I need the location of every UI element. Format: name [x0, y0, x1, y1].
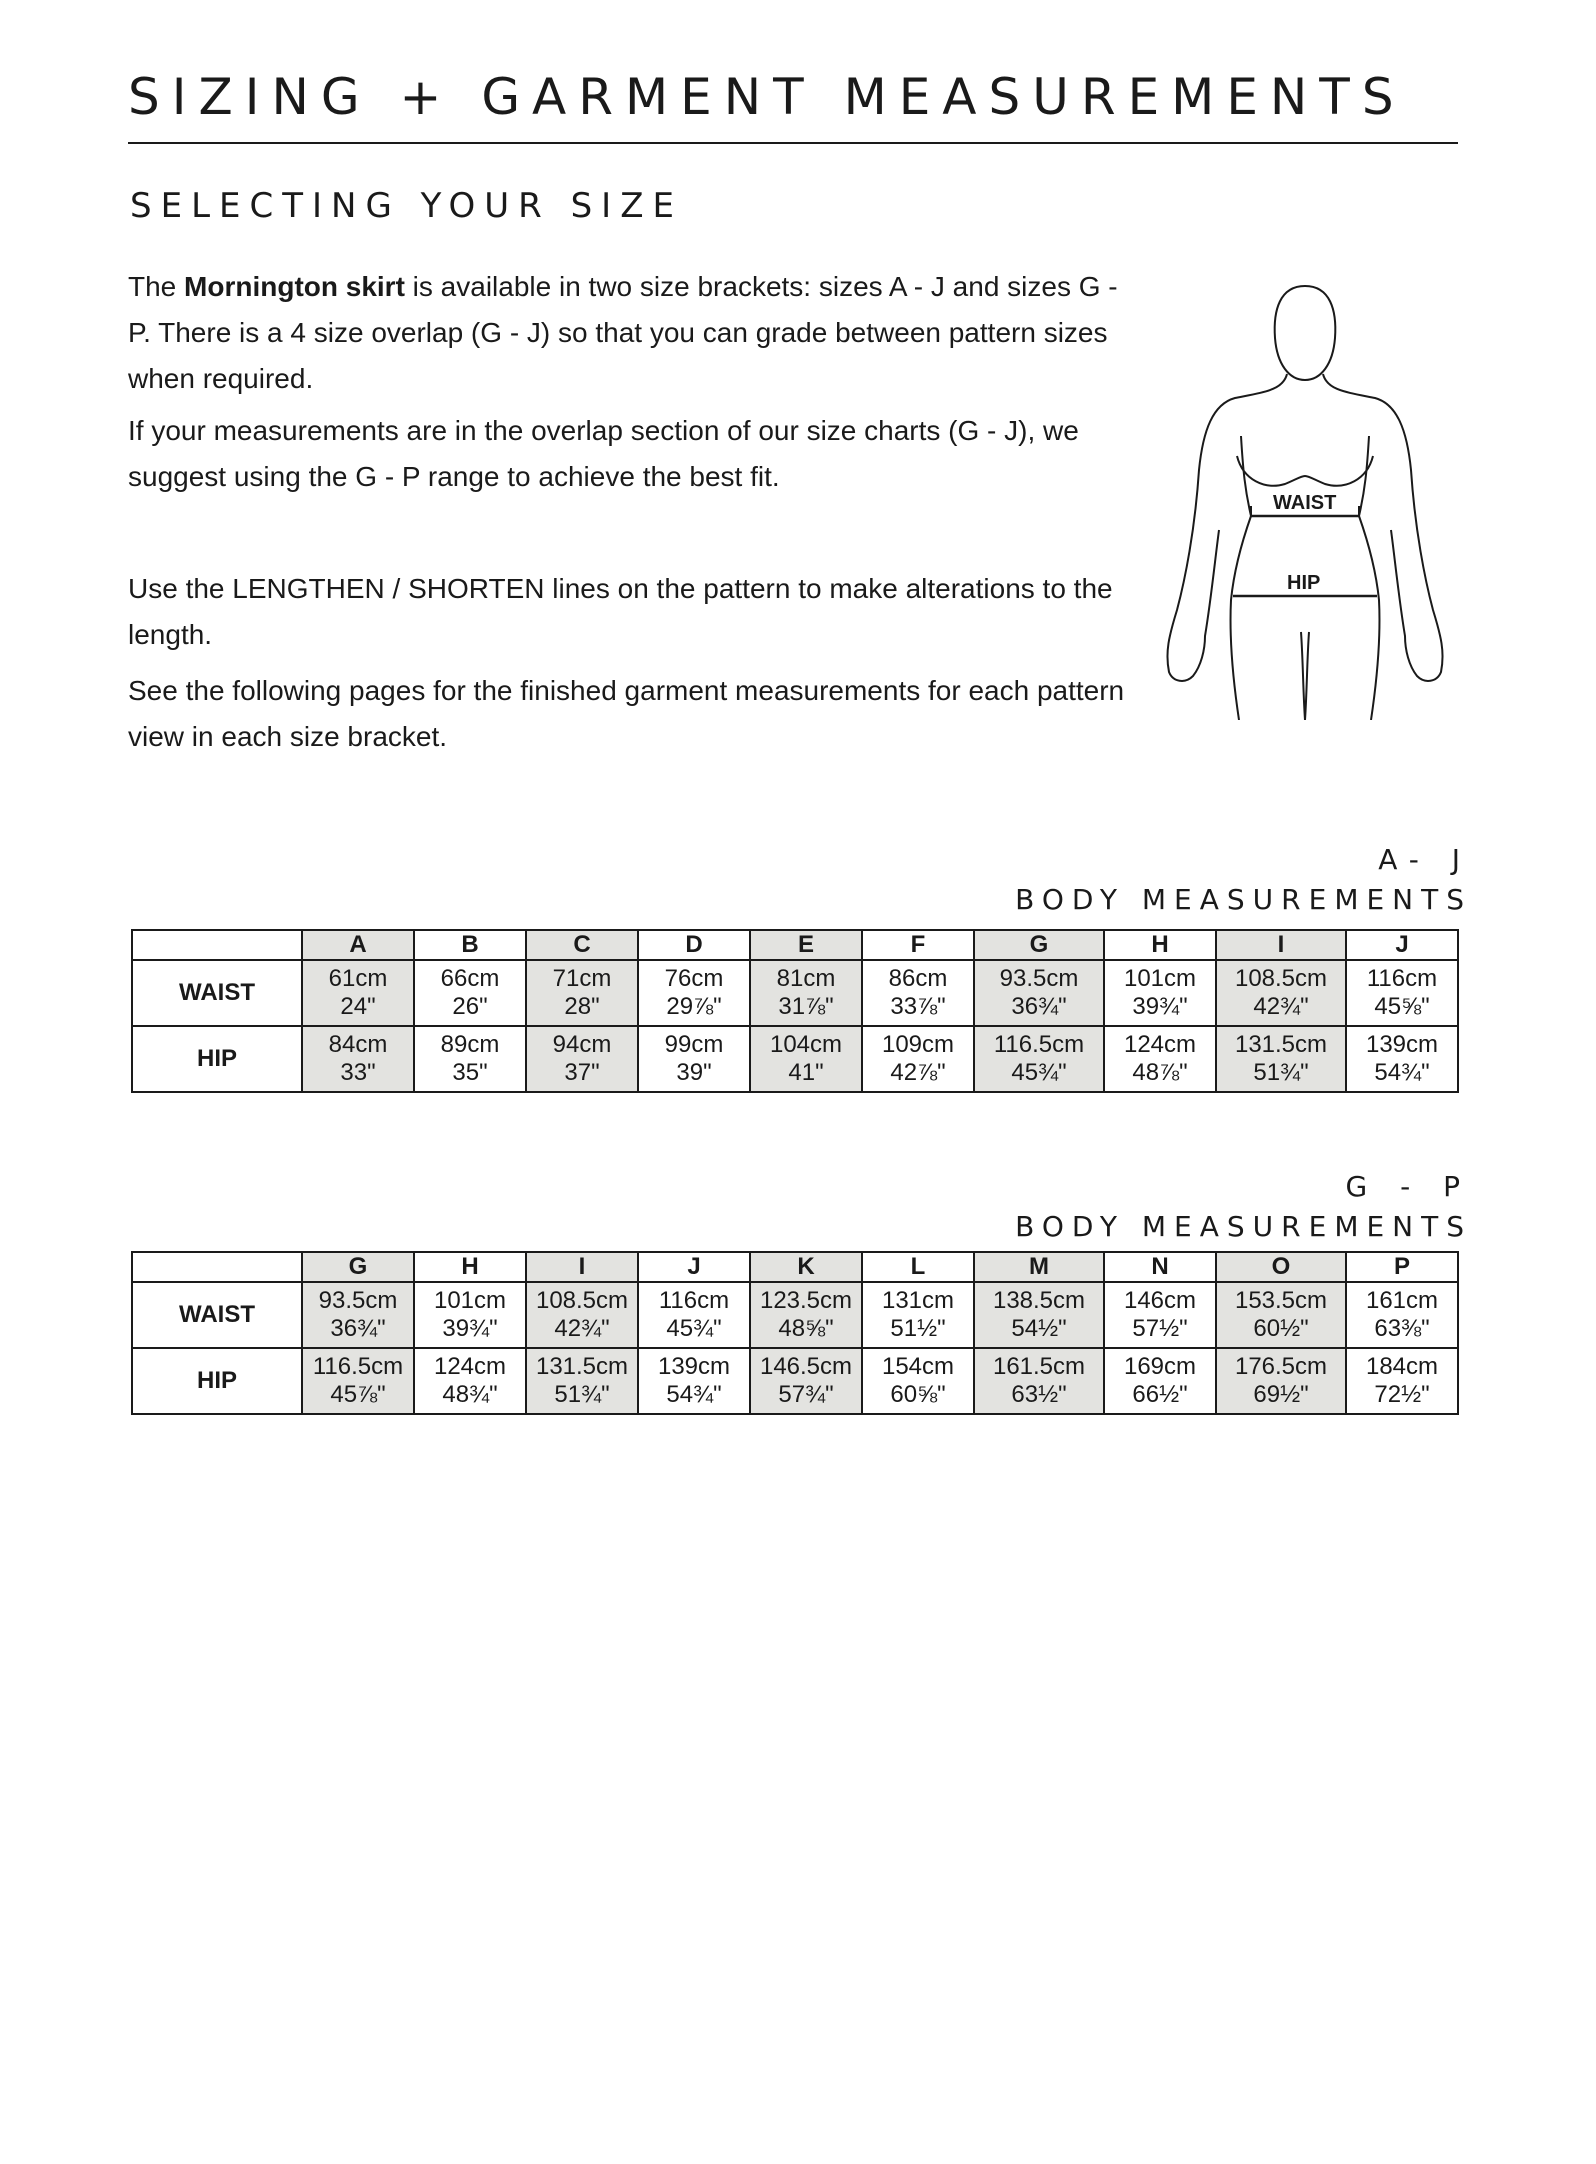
- waist-inch-value: 26": [452, 993, 488, 1020]
- waist-cell-l: [862, 1282, 974, 1348]
- hip-cell-g: [302, 1348, 414, 1414]
- hip-cell-f: [862, 1026, 974, 1092]
- section-subtitle: SELECTING YOUR SIZE: [130, 186, 683, 226]
- hip-cm-value: 104cm: [769, 1031, 843, 1058]
- hip-inch-value: 51¾": [554, 1381, 610, 1408]
- waist-inch-value: 24": [340, 993, 376, 1020]
- waist-cm-value: 93.5cm: [318, 1287, 398, 1314]
- hip-cell-j: [1346, 1026, 1458, 1092]
- waist-row-label: WAIST: [132, 960, 302, 1026]
- waist-inch-value: 42¾": [1253, 993, 1309, 1020]
- hip-cell-h: [1104, 1026, 1216, 1092]
- waist-cell-f: [862, 960, 974, 1026]
- hip-inch-value: 72½": [1374, 1381, 1430, 1408]
- waist-cell-h: [414, 1282, 526, 1348]
- hip-cm-value: 99cm: [664, 1031, 724, 1058]
- hip-cm-value: 124cm: [433, 1353, 507, 1380]
- size-header-h: H: [414, 1252, 526, 1282]
- hip-cell-i: [1216, 1026, 1346, 1092]
- waist-cell-c: [526, 960, 638, 1026]
- intro-paragraph-overlap: If your measurements are in the overlap section of our size charts (G - J), we suggest using the G - P range to achieve the best fit.: [128, 415, 1079, 492]
- hip-inch-value: 39": [676, 1059, 712, 1086]
- waist-cm-value: 138.5cm: [992, 1287, 1086, 1314]
- hip-cell-p: [1346, 1348, 1458, 1414]
- hip-inch-value: 69½": [1253, 1381, 1309, 1408]
- body-measurements-title-gp: BODY MEASUREMENTS: [1015, 1210, 1472, 1243]
- waist-cm-value: 108.5cm: [1234, 965, 1328, 992]
- size-header-k: K: [750, 1252, 862, 1282]
- hip-cell-b: [414, 1026, 526, 1092]
- size-header-l: L: [862, 1252, 974, 1282]
- waist-inch-value: 29⅞": [666, 993, 722, 1020]
- waist-cm-value: 66cm: [440, 965, 500, 992]
- size-header-row: [132, 930, 1458, 960]
- hip-inch-value: 60⅝": [890, 1381, 946, 1408]
- size-header-i: I: [526, 1252, 638, 1282]
- intro-paragraph-brackets: The Mornington skirt is available in two size brackets: sizes A - J and sizes G - P. There is a 4 size overlap (G - J) so that you can grade between pattern sizes when required.: [128, 271, 1118, 394]
- hip-row-label: HIP: [132, 1348, 302, 1414]
- hip-cm-value: 116.5cm: [993, 1031, 1085, 1058]
- hip-cell-m: [974, 1348, 1104, 1414]
- hip-inch-value: 41": [788, 1059, 824, 1086]
- size-header-c: C: [526, 930, 638, 960]
- hip-cell-g: [974, 1026, 1104, 1092]
- waist-inch-value: 39¾": [442, 1315, 498, 1342]
- waist-cell-h: [1104, 960, 1216, 1026]
- waist-cm-value: 71cm: [552, 965, 612, 992]
- intro-paragraph-following: See the following pages for the finished garment measurements for each pattern view in each size bracket.: [128, 675, 1125, 752]
- body-measurements-title-aj: BODY MEASUREMENTS: [1015, 883, 1472, 916]
- page-title: SIZING + GARMENT MEASUREMENTS: [128, 68, 1406, 126]
- hip-cm-value: 146.5cm: [759, 1353, 853, 1380]
- intro-paragraph-lengthen: Use the LENGTHEN / SHORTEN lines on the pattern to make alterations to the length.: [128, 573, 1113, 650]
- size-table-aj: [131, 929, 1459, 1093]
- hip-inch-value: 66½": [1132, 1381, 1188, 1408]
- waist-cell-j: [1346, 960, 1458, 1026]
- hip-inch-value: 33": [340, 1059, 376, 1086]
- hip-inch-value: 48¾": [442, 1381, 498, 1408]
- waist-cm-value: 123.5cm: [759, 1287, 853, 1314]
- hip-cell-h: [414, 1348, 526, 1414]
- waist-inch-value: 51½": [890, 1315, 946, 1342]
- waist-inch-value: 48⅝": [778, 1315, 834, 1342]
- waist-inch-value: 42¾": [554, 1315, 610, 1342]
- title-divider: [128, 142, 1458, 144]
- waist-cm-value: 101cm: [1123, 965, 1197, 992]
- hip-inch-value: 51¾": [1253, 1059, 1309, 1086]
- size-header-o: O: [1216, 1252, 1346, 1282]
- corner-cell: [132, 930, 302, 960]
- hip-cm-value: 89cm: [440, 1031, 500, 1058]
- hip-cm-value: 184cm: [1365, 1353, 1439, 1380]
- hip-cm-value: 131.5cm: [535, 1353, 629, 1380]
- waist-cell-a: [302, 960, 414, 1026]
- hip-cm-value: 154cm: [881, 1353, 955, 1380]
- hip-cell-l: [862, 1348, 974, 1414]
- hip-cell-e: [750, 1026, 862, 1092]
- hip-row-label: HIP: [132, 1026, 302, 1092]
- hip-cell-o: [1216, 1348, 1346, 1414]
- size-header-i: I: [1216, 930, 1346, 960]
- hip-cm-value: 139cm: [1365, 1031, 1439, 1058]
- waist-row-label: WAIST: [132, 1282, 302, 1348]
- hip-cm-value: 124cm: [1123, 1031, 1197, 1058]
- hip-inch-value: 45¾": [1011, 1059, 1067, 1086]
- waist-cm-value: 161cm: [1365, 1287, 1439, 1314]
- size-header-m: M: [974, 1252, 1104, 1282]
- hip-cell-a: [302, 1026, 414, 1092]
- size-header-h: H: [1104, 930, 1216, 960]
- size-header-n: N: [1104, 1252, 1216, 1282]
- hip-cell-k: [750, 1348, 862, 1414]
- hip-inch-value: 35": [452, 1059, 488, 1086]
- waist-cell-k: [750, 1282, 862, 1348]
- waist-row: [132, 1282, 1458, 1348]
- waist-inch-value: 45⅝": [1374, 993, 1430, 1020]
- waist-inch-value: 45¾": [666, 1315, 722, 1342]
- hip-cell-i: [526, 1348, 638, 1414]
- waist-inch-value: 60½": [1253, 1315, 1309, 1342]
- size-header-j: J: [1346, 930, 1458, 960]
- product-name: Mornington skirt: [184, 271, 405, 302]
- hip-cm-value: 161.5cm: [992, 1353, 1086, 1380]
- waist-cell-n: [1104, 1282, 1216, 1348]
- waist-cm-value: 153.5cm: [1234, 1287, 1328, 1314]
- hip-cell-j: [638, 1348, 750, 1414]
- waist-cm-value: 81cm: [776, 965, 836, 992]
- waist-cm-value: 131cm: [881, 1287, 955, 1314]
- waist-cm-value: 93.5cm: [999, 965, 1079, 992]
- size-range-aj: A- J: [1378, 843, 1472, 876]
- hip-label: HIP: [1287, 572, 1321, 594]
- waist-cell-o: [1216, 1282, 1346, 1348]
- hip-cell-c: [526, 1026, 638, 1092]
- hip-inch-value: 63½": [1011, 1381, 1067, 1408]
- hip-cell-d: [638, 1026, 750, 1092]
- waist-cell-e: [750, 960, 862, 1026]
- hip-cm-value: 131.5cm: [1234, 1031, 1328, 1058]
- hip-inch-value: 54¾": [666, 1381, 722, 1408]
- waist-cm-value: 101cm: [433, 1287, 507, 1314]
- waist-cell-g: [302, 1282, 414, 1348]
- size-header-p: P: [1346, 1252, 1458, 1282]
- waist-cell-j: [638, 1282, 750, 1348]
- waist-inch-value: 36¾": [1011, 993, 1067, 1020]
- hip-cm-value: 109cm: [881, 1031, 955, 1058]
- waist-cell-g: [974, 960, 1104, 1026]
- waist-label: WAIST: [1273, 492, 1337, 514]
- waist-cell-d: [638, 960, 750, 1026]
- hip-inch-value: 48⅞": [1132, 1059, 1188, 1086]
- hip-cm-value: 176.5cm: [1234, 1353, 1328, 1380]
- waist-cell-m: [974, 1282, 1104, 1348]
- hip-cm-value: 116.5cm: [312, 1353, 404, 1380]
- waist-cm-value: 146cm: [1123, 1287, 1197, 1314]
- size-header-a: A: [302, 930, 414, 960]
- size-header-row: [132, 1252, 1458, 1282]
- waist-cm-value: 76cm: [664, 965, 724, 992]
- hip-inch-value: 42⅞": [890, 1059, 946, 1086]
- waist-cell-i: [1216, 960, 1346, 1026]
- hip-cm-value: 139cm: [657, 1353, 731, 1380]
- hip-cm-value: 94cm: [552, 1031, 612, 1058]
- size-header-b: B: [414, 930, 526, 960]
- waist-cm-value: 116cm: [1366, 965, 1438, 992]
- hip-inch-value: 37": [564, 1059, 600, 1086]
- waist-cm-value: 61cm: [328, 965, 388, 992]
- waist-cell-p: [1346, 1282, 1458, 1348]
- waist-inch-value: 54½": [1011, 1315, 1067, 1342]
- waist-cm-value: 116cm: [658, 1287, 730, 1314]
- hip-row: [132, 1348, 1458, 1414]
- body-figure-illustration: [1155, 280, 1455, 720]
- hip-inch-value: 57¾": [778, 1381, 834, 1408]
- hip-cell-n: [1104, 1348, 1216, 1414]
- size-header-f: F: [862, 930, 974, 960]
- size-table-gp: [131, 1251, 1459, 1415]
- waist-inch-value: 31⅞": [778, 993, 834, 1020]
- waist-inch-value: 63⅜": [1374, 1315, 1430, 1342]
- waist-inch-value: 57½": [1132, 1315, 1188, 1342]
- corner-cell: [132, 1252, 302, 1282]
- size-header-e: E: [750, 930, 862, 960]
- waist-cell-i: [526, 1282, 638, 1348]
- waist-cm-value: 108.5cm: [535, 1287, 629, 1314]
- hip-row: [132, 1026, 1458, 1092]
- waist-inch-value: 36¾": [330, 1315, 386, 1342]
- hip-inch-value: 54¾": [1374, 1059, 1430, 1086]
- table-aj-heading: [1015, 840, 1472, 920]
- hip-inch-value: 45⅞": [330, 1381, 386, 1408]
- hip-cm-value: 84cm: [328, 1031, 388, 1058]
- size-header-d: D: [638, 930, 750, 960]
- waist-inch-value: 39¾": [1132, 993, 1188, 1020]
- waist-inch-value: 28": [564, 993, 600, 1020]
- size-header-g: G: [302, 1252, 414, 1282]
- size-range-gp: G - P: [1345, 1170, 1472, 1203]
- size-header-g: G: [974, 930, 1104, 960]
- waist-cell-b: [414, 960, 526, 1026]
- size-header-j: J: [638, 1252, 750, 1282]
- waist-cm-value: 86cm: [888, 965, 948, 992]
- table-gp-heading: [1015, 1167, 1472, 1247]
- waist-inch-value: 33⅞": [890, 993, 946, 1020]
- waist-row: [132, 960, 1458, 1026]
- hip-cm-value: 169cm: [1123, 1353, 1197, 1380]
